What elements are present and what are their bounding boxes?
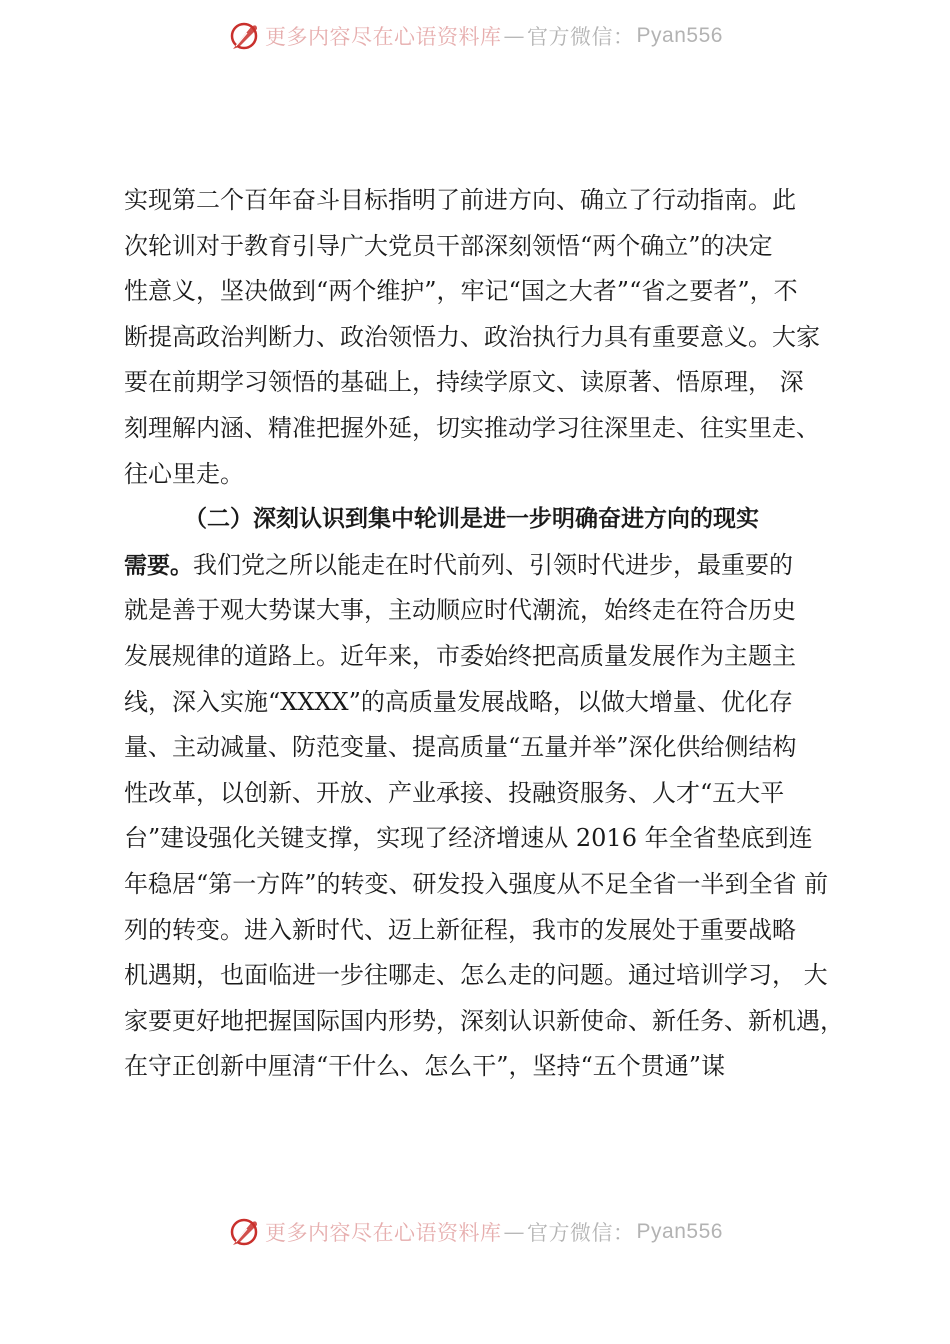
text-line: 断提高政治判断力、政治领悟力、政治执行力具有重要意义。大家: [124, 322, 820, 351]
banner-dash: —: [503, 24, 526, 48]
document-body: [124, 178, 844, 1090]
text-line: 线，深入实施“XXXX”的高质量发展战略，以做大增量、优化存: [124, 687, 793, 716]
section-heading-end: 需要。: [124, 552, 193, 579]
text-line: 列的转变。进入新时代、迈上新征程，我市的发展处于重要战略: [124, 915, 796, 944]
banner-wechat-id: Pyan556: [636, 24, 723, 47]
text-line: 次轮训对于教育引导广大党员干部深刻领悟“两个确立”的决定: [124, 231, 773, 260]
banner-label: 官方微信：: [527, 1221, 635, 1245]
paragraph-2: [124, 497, 844, 1090]
text-line: 在守正创新中厘清“干什么、怎么干”，坚持“五个贯通”谋: [124, 1052, 726, 1081]
bottom-banner: [0, 1212, 950, 1252]
text-line: 年稳居“第一方阵”的转变、研发投入强度从不足全省一半到全省 前: [124, 869, 829, 898]
section-heading: （二）深刻认识到集中轮训是进一步明确奋进方向的现实: [184, 506, 759, 533]
text-line: 家要更好地把握国际国内形势，深刻认识新使命、新任务、新机遇，: [124, 1006, 844, 1035]
text-line: 实现第二个百年奋斗目标指明了前进方向、确立了行动指南。此: [124, 186, 796, 214]
text-line: 量、主动减量、防范变量、提高质量“五量并举”深化供给侧结构: [124, 733, 797, 762]
text-line: 性改革，以创新、开放、产业承接、投融资服务、人才“五大平: [124, 778, 785, 807]
banner-text: 更多内容尽在心语资料库: [265, 1221, 502, 1245]
text-line: 台”建设强化关键支撑，实现了经济增速从 2016 年全省垫底到连: [124, 824, 813, 853]
top-banner: [0, 16, 950, 56]
text-line: 往心里走。: [124, 459, 244, 488]
text-line: 就是善于观大势谋大事，主动顺应时代潮流，始终走在符合历史: [124, 596, 796, 625]
text-line: 要在前期学习领悟的基础上，持续学原文、读原著、悟原理， 深: [124, 368, 804, 397]
text-line: [124, 543, 844, 589]
banner-label: 官方微信：: [527, 25, 635, 49]
paragraph-1: [124, 178, 844, 497]
text-span: 我们党之所以能走在时代前列、引领时代进步，最重要的: [193, 550, 793, 579]
text-line: 发展规律的道路上。近年来，市委始终把高质量发展作为主题主: [124, 641, 796, 670]
banner-text: 更多内容尽在心语资料库: [265, 25, 502, 49]
feather-pen-logo-icon: [227, 19, 261, 53]
text-line: 性意义，坚决做到“两个维护”，牢记“国之大者”“省之要者”，不: [124, 277, 798, 306]
feather-pen-logo-icon: [227, 1215, 261, 1249]
banner-wechat-id: Pyan556: [636, 1220, 723, 1243]
banner-dash: —: [503, 1220, 526, 1244]
text-line: 机遇期，也面临进一步往哪走、怎么走的问题。通过培训学习， 大: [124, 961, 828, 990]
text-line: 刻理解内涵、精准把握外延，切实推动学习往深里走、往实里走、: [124, 413, 820, 442]
